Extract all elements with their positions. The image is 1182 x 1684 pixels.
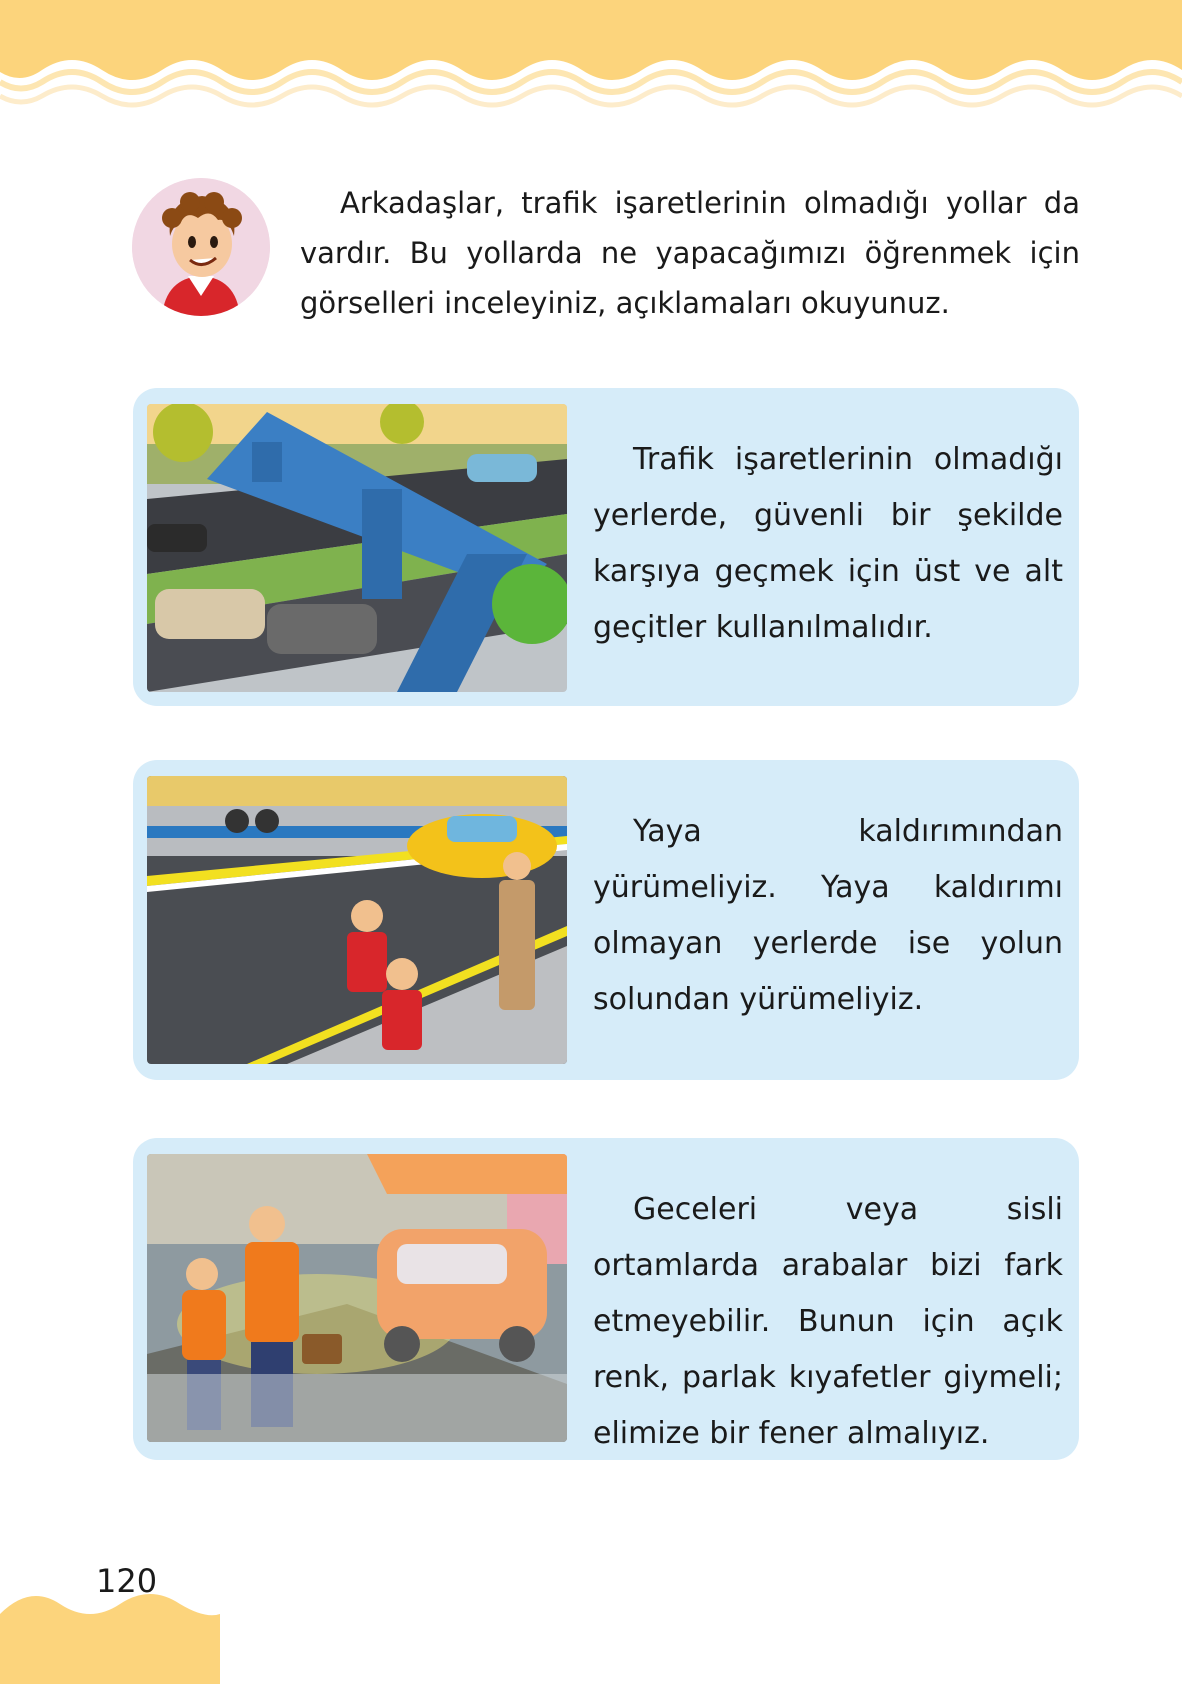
card-text-overpass: Trafik işaretlerinin olmadığı yerlerde, güvenli bir şekilde karşıya geçmek için üst ve alt geçitler kullanılmalıdır. [593,442,1063,645]
info-card-night [133,1138,1079,1460]
info-card-overpass [133,388,1079,706]
top-wave-decoration [0,0,1182,120]
night-walk-illustration [147,1154,567,1442]
boy-avatar [132,178,270,316]
intro-text: Arkadaşlar, trafik işaretlerinin olmadığı yollar da vardır. Bu yollarda ne yapacağımızı öğrenmek için görselleri inceleyiniz, açıklamaları okuyunuz. [300,186,1080,320]
intro-section [130,178,1080,348]
sidewalk-illustration [147,776,567,1064]
overpass-illustration [147,404,567,692]
card-text-night: Geceleri veya sisli ortamlarda arabalar bizi fark etmeyebilir. Bunun için açık renk, parlak kıyafetler giymeli; elimize bir fener almalıyız. [593,1192,1063,1451]
info-card-sidewalk [133,760,1079,1080]
card-text-sidewalk: Yaya kaldırımından yürümeliyiz. Yaya kaldırımı olmayan yerlerde ise yolun solundan yürümeliyiz. [593,814,1063,1017]
page-number: 120 [96,1562,158,1600]
